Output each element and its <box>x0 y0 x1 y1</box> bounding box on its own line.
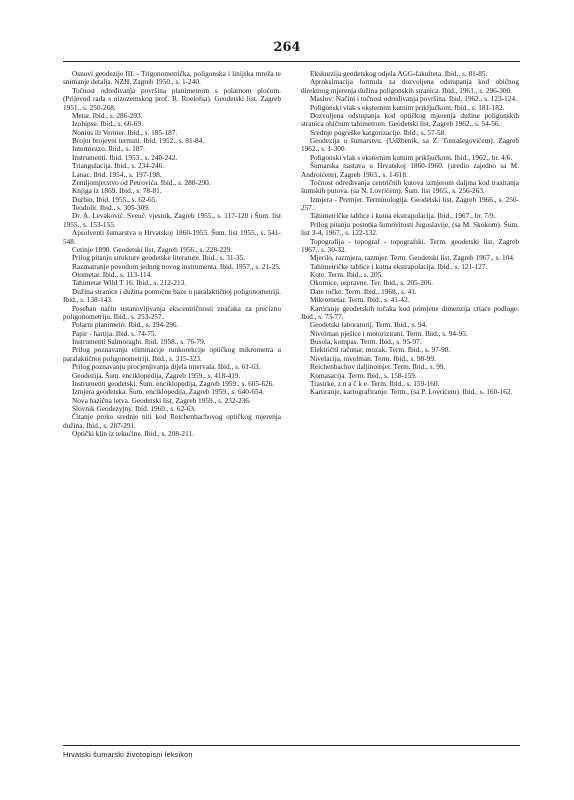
bibliography-entry: Točnost određivanja centričnih kutova izmjerom daljina kod trasiranja šumskih putova. (sa N. Lovrićem). Šum. list 1965., s. 256-263. <box>301 177 519 196</box>
footer-title: Hrvatski šumarski životopisni leksikon <box>63 750 193 759</box>
bibliography-entry: Date točke. Term. Ibid., 1968., s. 41. <box>310 286 417 296</box>
bibliography-entry: Instrumenti geodetski. Šum. enciklopedija, Zagreb 1959., s. 605-626. <box>72 378 275 388</box>
bibliography-entry: Cetinje 1890. Geodetski list, Zagreb 1956., s. 228-229. <box>72 244 233 254</box>
bibliography-entry: Točnost određivanja površina planimetrom s polarnom ploćom. (Prijevod rada s nizozemskog prof. R. Roelofsa). Geodetski list. Zagreb 1951., s. 250-268. <box>63 85 281 112</box>
bibliography-column-right <box>301 70 519 397</box>
bibliography-entry: Papir - hartija. Ibid. s. 74-75. <box>72 328 157 338</box>
bibliography-entry: Lanac. Ibid. 1954., s. 197-198. <box>72 169 162 179</box>
bibliography-entry: Izmjera geodetska. Šum. enciklopedija, Zagreb 1959., s. 640-654. <box>72 387 265 397</box>
bibliography-entry: Tahimetričke tablice i kutna ekstrapolacija. Ibid., s. 121-127. <box>310 261 488 271</box>
bibliography-column-left <box>63 70 281 439</box>
bibliography-entry: Izohipse. Ibid., s. 66-69. <box>72 119 143 129</box>
bibliography-entry: Ekskurzija geodetskog odjela AGG-fakulteta. Ibid., s. 81-85. <box>310 69 488 78</box>
bibliography-entry: Nivelman pješice i motorizirani. Term. Ibid., s. 94-95. <box>310 328 468 338</box>
bibliography-entry: Reichenbachov daljinomjer. Term. Ibid., s. 99. <box>310 362 446 372</box>
bibliography-entry: Metar. Ibid., s. 286-293. <box>72 110 143 120</box>
bibliography-entry: Nova bazična letva. Geodetski list, Zagreb 1959., s. 232-236. <box>72 395 251 405</box>
bibliography-entry: Busola, kompas. Term. Ibid., s. 95-97. <box>310 337 422 346</box>
bibliography-entry: Električni računar, mozak. Term. Ibid., s. 97-98. <box>310 345 451 355</box>
page-number: 264 <box>273 40 301 55</box>
bibliography-entry: Poseban način ustanovljivanja ekscentričnosti značaka za preciznu poligonometriju. Ibid., s. 253-257. <box>63 303 281 321</box>
bibliography-entry: Dozvoljena odstupanja kod optičkog mjerenja dužine poligonskih stranica običnim tahimetrom. Geodetski list, Zagreb 1962., s. 54-56. <box>301 110 519 129</box>
bibliography-entry: Kote. Term. Ibid., s. 205. <box>310 270 384 279</box>
bibliography-entry: Maslov: Načini i točnost određivanja površina. Ibid. 1962., s. 123-124. <box>310 94 517 104</box>
bibliography-entry: Prilog poznavanju procjenjivanja dijela intervala. Ibid., s. 61-63. <box>72 362 261 372</box>
bibliography-entry: Knjiga iz 1869. Ibid., s. 78-81. <box>72 186 162 196</box>
bibliography-entry: Kartiranje, kartografiranje. Term., (sa P. Lovrićem). Ibid., s. 160-162. <box>310 387 513 397</box>
bibliography-entry: Dr. A. Levaković. Sveuč. vjesnik, Zagreb 1955., s. 117-120 i Šum. list 1955., s. 153-155. <box>63 211 281 229</box>
bibliography-entry: Geodezija u šumarstvu. (Udžbenik, sa Z. Tomašegovićem). Zagreb 1962., s. 1-300. <box>301 136 519 154</box>
bibliography-entry: Brojni brojevni termini. Ibid. 1952., s. 81-84. <box>72 136 205 145</box>
bibliography-entry: Nonius ili Vernier. Ibid., s. 185-187. <box>72 127 178 137</box>
bibliography-entry: Čitanje preko srednje niti kod Reichenbachovog optičkog mjerenja dužina. Ibid., s. 287-291. <box>63 412 281 430</box>
bibliography-entry: Srednje pogreške katgorizacije. Ibid., s. 57-58. <box>310 127 447 137</box>
bibliography-entry: Poligonski vlak s eksternim kutnim priključkom. Ibid., s. 181-182. <box>310 102 505 112</box>
bibliography-entry: Nivelacija, nivelman. Term. Ibid., s. 98-99. <box>310 353 436 363</box>
bibliography-entry: Kartiranje geodetskih točaka kod primjene dimenzija crtaće podloge. Ibid., s. 73-77. <box>301 303 519 321</box>
footer-rule <box>63 745 520 746</box>
bibliography-entry: Tahimetričke tablice i kutna ekstrapolacija. Ibid., 1967., br. 7/9. <box>310 211 496 221</box>
bibliography-entry: Osnovi geodezije III. - Trigonometrička, poligonska i linijska mreža te snimanje detalja. NZH, Zagreb 1950., s. 1-240. <box>63 69 281 87</box>
bibliography-entry: Otometar. Ibid., s. 113-114. <box>72 270 153 279</box>
bibliography-entry: Triangulacija. Ibid., s. 234-246. <box>72 161 165 171</box>
bibliography-entry: Šumarska nastava u Hrvatskoj 1860-1960. (uredio zajedno sa M. Androićem), Zagreb 1963., s. 1-618. <box>301 161 519 179</box>
bibliography-entry: Instrumenti. Ibid. 1953., s. 240-242. <box>72 152 178 162</box>
bibliography-entry: Geodetski laboratorij. Term. Ibid., s. 94. <box>310 320 428 330</box>
bibliography-entry: Komasacija. Term. Ibid., s. 158-159. <box>310 370 417 380</box>
bibliography-entry: Prilog poznavanju eliminacije runkorekcije optičkog mikrometra u paralaktičnoj poligonometriji. Ibid., s. 315-323. <box>63 345 281 363</box>
header-rule <box>63 61 520 62</box>
bibliography-entry: Slovnik Geodezyjny. Ibid. 1960., s. 62-63. <box>72 404 196 413</box>
bibliography-entry: Dužina stranice i dužina pomoćne baze u paralaktičnoj poligonometriji. Ibid., s. 138-143. <box>63 286 281 305</box>
bibliography-entry: Optički klin iz tekućine. Ibid., s. 208-211. <box>72 429 194 439</box>
bibliography-entry: Okomice, uspravne. Ter. Ibid., s. 205-206. <box>310 278 433 288</box>
bibliography-entry: Durbin. Ibid. 1955., s. 62-65. <box>72 194 158 204</box>
bibliography-entry: Apsolventi šumarstva u Hrvatskoj 1860-1955. Šum. list 1955., s. 541-548. <box>63 228 281 246</box>
bibliography-entry: Razmatranje povodom jednog novog instrumenta. Ibid. 1957., s. 21-25. <box>72 261 281 271</box>
bibliography-entry: Trasirke, z n a č k e. Term. Ibid., s. 159-160. <box>310 378 440 388</box>
bibliography-entry: Izmjera - Premjer. Terminologija. Geodetski list, Zagreb 1966., s. 256-257. <box>301 194 519 212</box>
bibliography-entry: Prilog pitanju strukture geodetske literature. Ibid., s. 31-35. <box>72 253 246 263</box>
bibliography-entry: Poligonski vlak s eksternim kutnim priključkom. Ibid., 1962., br. 4/6. <box>310 152 513 162</box>
bibliography-entry: Intermezzo. Ibid., s. 187. <box>72 144 145 154</box>
bibliography-entry: Instrumenti Salmoraghi. Ibid. 1958., s. 76-79. <box>72 337 206 346</box>
bibliography-entry: Zemljomjerstvo od Petrovića. Ibid., s. 288-290. <box>72 177 211 187</box>
bibliography-entry: Polarni planimetri. Ibid., s. 294-296. <box>72 320 179 330</box>
bibliography-entry: Geodezija. Šum. enciklopedija, Zagreb 1959., s. 418-419. <box>72 370 241 380</box>
bibliography-entry: Topografija - topograf - topografski. Term. geodetski list, Zagreb 1967., s. 30-32. <box>301 236 519 254</box>
bibliography-entry: Aproksimacija formula za dozvoljena odstupanja kod običnog direktnog mjerenja dužina poligonskih stranica. Ibid., 1961., s. 296-300. <box>301 77 519 95</box>
bibliography-entry: Mjerilo, razmjera, razmjer. Term. Geodetski list, Zagreb 1967., s. 104. <box>310 253 515 263</box>
bibliography-entry: Prilog pitanju postotka šumovitosti Jugoslavije, (sa M. Skokom). Šum. list 3-4, 1967., s. 122-132. <box>301 219 519 238</box>
bibliography-entry: Teodolit. Ibid., s. 305-309. <box>72 203 150 212</box>
bibliography-entry: Mikrometar. Term. Ibid., s. 41-42. <box>310 295 410 305</box>
bibliography-entry: Tahimetar Wild T 16. Ibid., s. 212-213. <box>72 278 187 288</box>
